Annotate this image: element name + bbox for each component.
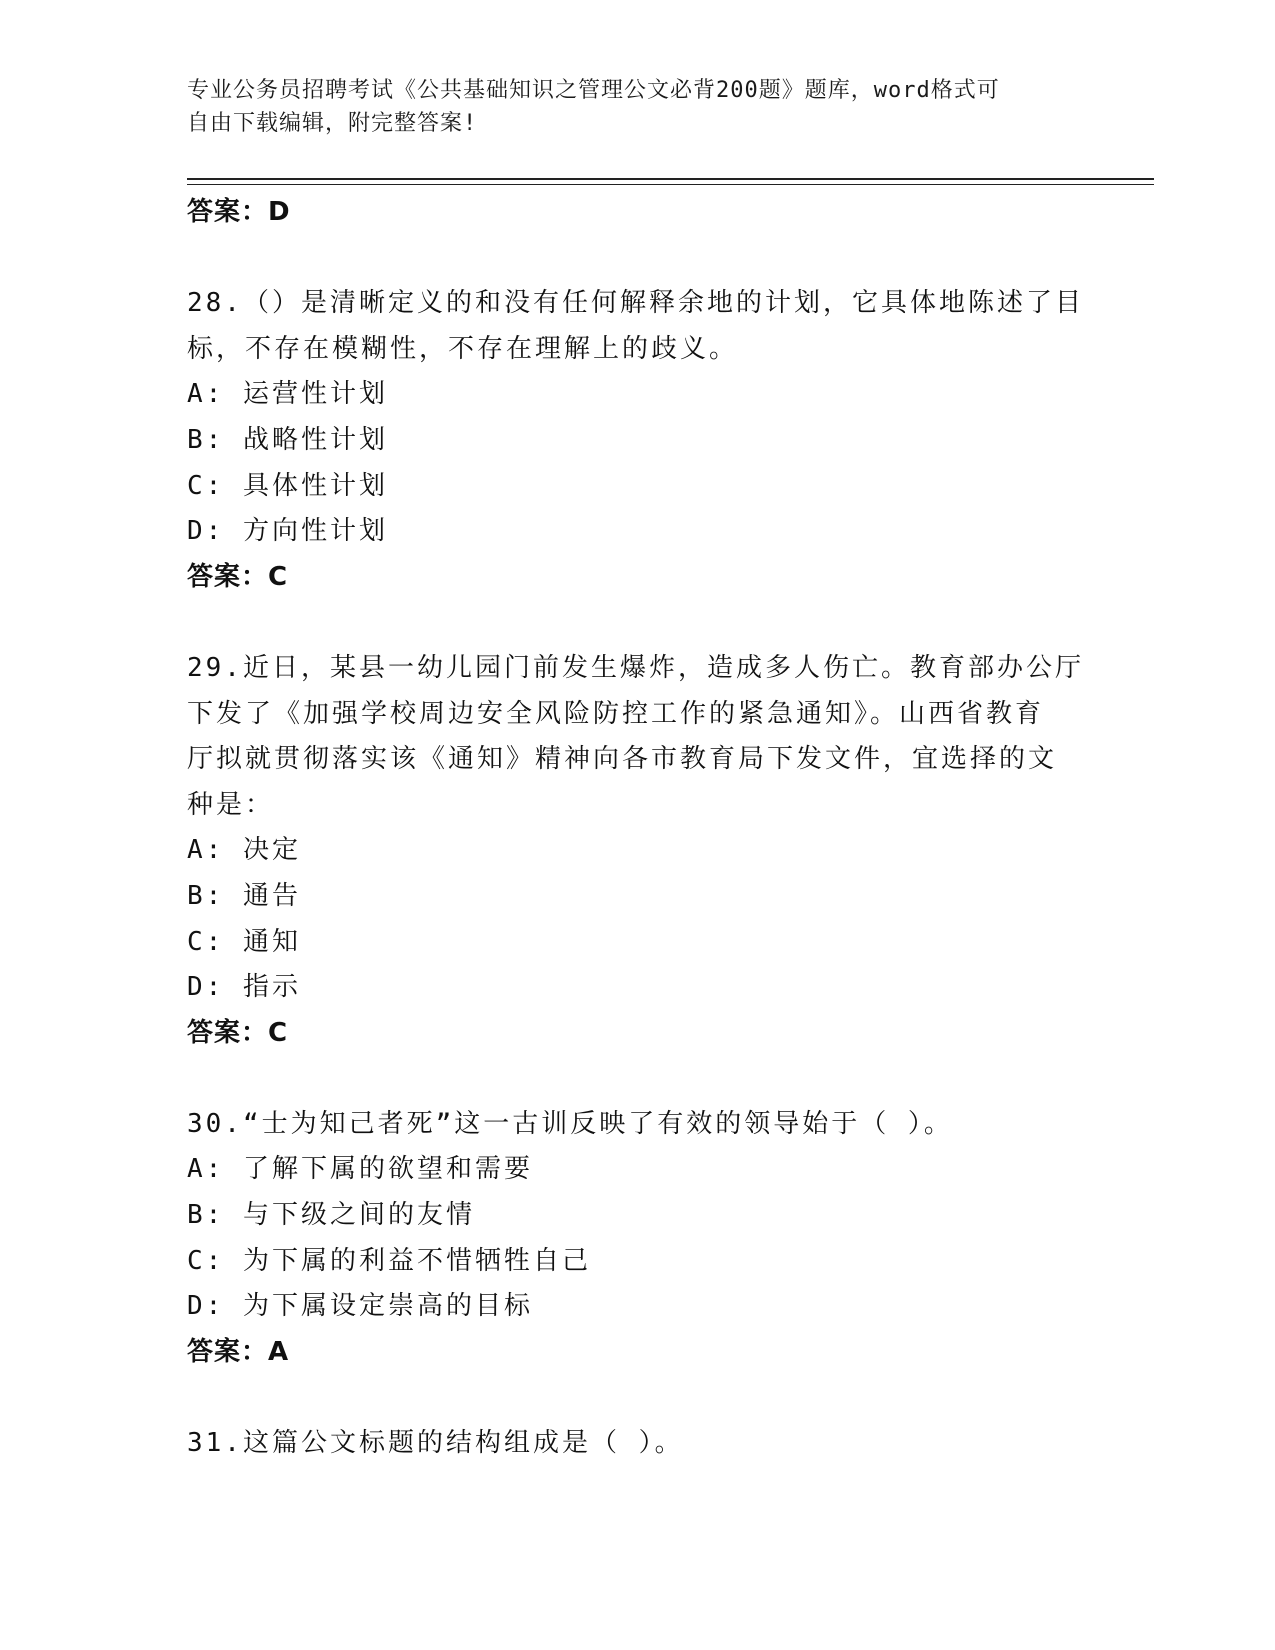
spacer — [187, 600, 1087, 646]
previous-answer: 答案：D — [187, 197, 291, 227]
option-c: C: 具体性计划 — [187, 470, 388, 501]
answer: 答案：A — [187, 1336, 290, 1367]
question-stem-line: 厅拟就贯彻落实该《通知》精神向各市教育局下发文件，宜选择的文 — [187, 744, 1058, 775]
header-line-1: 专业公务员招聘考试《公共基础知识之管理公文必背200题》题库，word格式可 — [187, 78, 1000, 103]
option-a: A: 运营性计划 — [187, 379, 388, 410]
header-rule-thick — [187, 178, 1154, 180]
question-30 — [187, 1102, 1087, 1376]
option-c: C: 为下属的利益不惜牺牲自己 — [187, 1245, 591, 1276]
option-d: D: 方向性计划 — [187, 516, 388, 547]
question-31 — [187, 1421, 1087, 1467]
question-stem-line: 29.近日，某县一幼儿园门前发生爆炸，造成多人伤亡。教育部办公厅 — [187, 652, 1084, 683]
spacer — [187, 1056, 1087, 1102]
option-a: A: 决定 — [187, 835, 301, 866]
header-line-2: 自由下载编辑，附完整答案! — [187, 111, 478, 136]
option-a: A: 了解下属的欲望和需要 — [187, 1154, 533, 1185]
question-stem-line: 31.这篇公文标题的结构组成是（ ）。 — [187, 1428, 684, 1459]
header-rule-thin — [187, 184, 1154, 185]
option-d: D: 为下属设定崇高的目标 — [187, 1291, 533, 1322]
question-list — [187, 190, 1087, 1467]
question-stem-line: 标，不存在模糊性，不存在理解上的歧义。 — [187, 333, 739, 364]
spacer — [187, 236, 1087, 282]
option-b: B: 通告 — [187, 880, 301, 911]
option-d: D: 指示 — [187, 972, 301, 1003]
option-b: B: 战略性计划 — [187, 424, 388, 455]
option-b: B: 与下级之间的友情 — [187, 1200, 475, 1231]
spacer — [187, 1375, 1087, 1421]
option-c: C: 通知 — [187, 926, 301, 957]
question-stem-line: 28.（）是清晰定义的和没有任何解释余地的计划，它具体地陈述了目 — [187, 288, 1084, 319]
document-header — [187, 74, 1067, 140]
question-28 — [187, 281, 1087, 600]
question-stem-line: 种是： — [187, 789, 275, 820]
question-stem-line: 30.“士为知己者死”这一古训反映了有效的领导始于（ ）。 — [187, 1108, 953, 1139]
question-29 — [187, 646, 1087, 1056]
question-stem-line: 下发了《加强学校周边安全风险防控工作的紧急通知》。山西省教育 — [187, 698, 1045, 729]
answer: 答案：C — [187, 561, 289, 592]
answer: 答案：C — [187, 1017, 289, 1048]
